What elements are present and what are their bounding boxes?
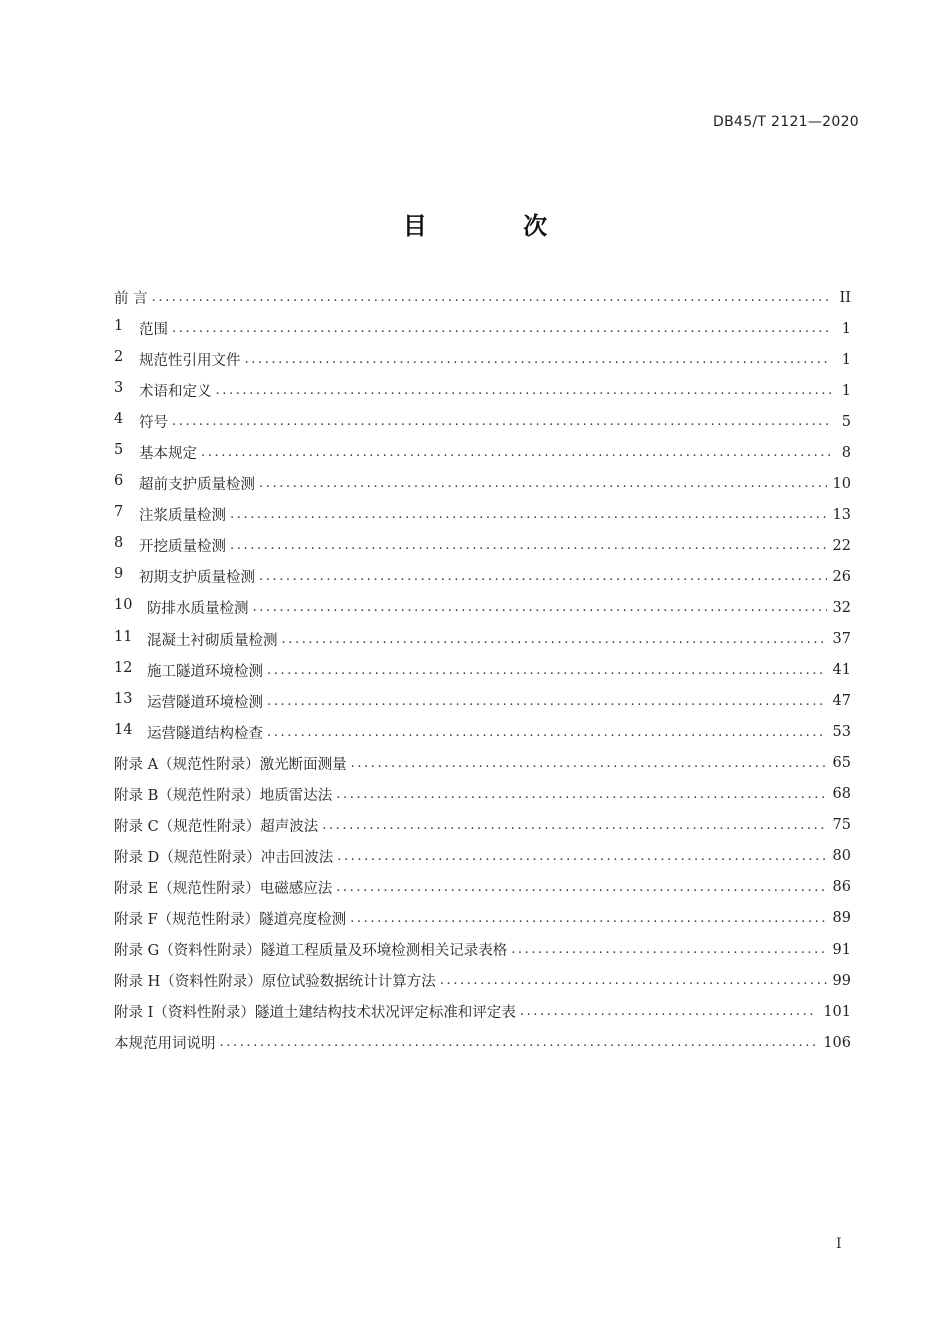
toc-entry-5[interactable] <box>114 437 851 468</box>
toc-entry-title: 前 言 <box>114 291 148 308</box>
toc-entry-page: 47 <box>832 693 851 710</box>
toc-leader-dots <box>245 352 832 367</box>
toc-entry-title: 开挖质量检测 <box>139 539 226 556</box>
toc-entry-title: 施工隧道环境检测 <box>147 663 263 680</box>
toc-leader-dots <box>351 756 827 771</box>
toc-entry-number: 4 <box>114 411 124 428</box>
toc-entry-title: 范围 <box>139 322 168 339</box>
toc-entry-appendix-d[interactable] <box>114 841 851 872</box>
toc-leader-dots <box>220 1035 818 1050</box>
toc-entry-9[interactable] <box>114 561 851 592</box>
toc-entry-page: 89 <box>832 910 851 927</box>
toc-leader-dots <box>267 663 827 678</box>
toc-leader-dots <box>350 911 826 926</box>
toc-leader-dots <box>230 507 827 522</box>
table-of-contents <box>114 282 851 1058</box>
toc-entry-page: 99 <box>832 972 851 989</box>
toc-entry-title: 附录 A（规范性附录）激光断面测量 <box>114 756 347 773</box>
toc-leader-dots <box>201 445 831 460</box>
toc-entry-1[interactable] <box>114 313 851 344</box>
toc-entry-page: II <box>839 289 851 306</box>
toc-entry-title: 防排水质量检测 <box>147 601 249 618</box>
toc-entry-appendix-h[interactable] <box>114 965 851 996</box>
toc-entry-page: 8 <box>841 444 851 461</box>
toc-leader-dots <box>267 694 827 709</box>
toc-leader-dots <box>336 787 826 802</box>
toc-entry-number: 10 <box>114 597 133 614</box>
toc-entry-title: 附录 G（资料性附录）隧道工程质量及环境检测相关记录表格 <box>114 943 508 959</box>
toc-entry-title: 附录 F（规范性附录）隧道亮度检测 <box>114 911 347 928</box>
toc-entry-page: 32 <box>832 599 851 616</box>
toc-entry-title: 附录 E（规范性附录）电磁感应法 <box>114 880 333 897</box>
toc-entry-12[interactable] <box>114 655 851 686</box>
toc-entry-title: 附录 C（规范性附录）超声波法 <box>114 818 319 835</box>
toc-entry-number: 5 <box>114 442 124 459</box>
toc-entry-number: 1 <box>114 318 124 335</box>
toc-entry-7[interactable] <box>114 499 851 530</box>
toc-entry-title: 初期支护质量检测 <box>139 570 255 587</box>
toc-leader-dots <box>172 414 831 429</box>
toc-entry-appendix-f[interactable] <box>114 903 851 934</box>
toc-leader-dots <box>152 290 831 305</box>
toc-entry-number: 11 <box>114 628 133 645</box>
toc-entry-title: 运营隧道环境检测 <box>147 694 263 711</box>
toc-leader-dots <box>230 538 827 553</box>
toc-leader-dots <box>520 1004 817 1019</box>
toc-entry-page: 86 <box>832 879 851 896</box>
toc-entry-title: 附录 D（规范性附录）冲击回波法 <box>114 849 334 866</box>
toc-leader-dots <box>259 476 827 491</box>
toc-entry-page: 80 <box>832 848 851 865</box>
toc-entry-number: 8 <box>114 535 124 552</box>
toc-entry-page: 91 <box>832 941 851 958</box>
page-title: 目 次 <box>402 212 592 240</box>
toc-leader-dots <box>172 321 831 336</box>
toc-entry-terminology[interactable] <box>114 1027 851 1058</box>
toc-entry-page: 68 <box>832 786 851 803</box>
toc-leader-dots <box>337 849 826 864</box>
toc-entry-title: 运营隧道结构检查 <box>147 725 263 742</box>
toc-entry-13[interactable] <box>114 686 851 717</box>
toc-leader-dots <box>267 725 827 740</box>
toc-entry-page: 101 <box>823 1003 851 1020</box>
toc-entry-page: 41 <box>832 662 851 679</box>
toc-entry-number: 7 <box>114 504 124 521</box>
toc-entry-page: 65 <box>832 755 851 772</box>
toc-entry-number: 6 <box>114 473 124 490</box>
page-number: I <box>836 1236 842 1252</box>
toc-entry-page: 53 <box>832 724 851 741</box>
toc-entry-appendix-e[interactable] <box>114 872 851 903</box>
toc-entry-page: 37 <box>832 631 851 648</box>
toc-entry-title: 基本规定 <box>139 446 197 463</box>
toc-entry-appendix-c[interactable] <box>114 810 851 841</box>
document-code: DB45/T 2121—2020 <box>713 114 859 130</box>
toc-entry-number: 13 <box>114 690 133 707</box>
toc-entry-appendix-b[interactable] <box>114 779 851 810</box>
toc-entry-title: 符号 <box>139 415 168 432</box>
toc-entry-number: 2 <box>114 349 124 366</box>
toc-entry-number: 3 <box>114 380 124 397</box>
toc-entry-page: 1 <box>841 382 851 399</box>
toc-entry-number: 12 <box>114 659 133 676</box>
toc-entry-page: 106 <box>823 1034 851 1051</box>
toc-entry-title: 本规范用词说明 <box>114 1036 216 1053</box>
toc-entry-title: 规范性引用文件 <box>139 353 241 370</box>
toc-entry-number: 14 <box>114 721 133 738</box>
toc-entry-title: 附录 I（资料性附录）隧道土建结构技术状况评定标准和评定表 <box>114 1005 516 1022</box>
toc-leader-dots <box>440 973 827 988</box>
toc-entry-14[interactable] <box>114 717 851 748</box>
toc-leader-dots <box>336 880 826 895</box>
toc-entry-title: 注浆质量检测 <box>139 508 226 525</box>
toc-entry-title: 附录 B（规范性附录）地质雷达法 <box>114 787 333 804</box>
toc-entry-page: 5 <box>841 413 851 430</box>
toc-entry-2[interactable] <box>114 344 851 375</box>
toc-entry-title: 超前支护质量检测 <box>139 477 255 494</box>
toc-entry-appendix-g[interactable] <box>114 934 851 965</box>
toc-entry-title: 附录 H（资料性附录）原位试验数据统计计算方法 <box>114 974 436 991</box>
toc-leader-dots <box>216 383 832 398</box>
toc-entry-10[interactable] <box>114 592 851 623</box>
toc-leader-dots <box>282 632 827 647</box>
toc-entry-11[interactable] <box>114 624 851 655</box>
toc-leader-dots <box>253 600 827 615</box>
toc-entry-6[interactable] <box>114 468 851 499</box>
toc-leader-dots <box>511 942 826 957</box>
toc-entry-page: 1 <box>841 320 851 337</box>
toc-entry-4[interactable] <box>114 406 851 437</box>
toc-entry-page: 75 <box>832 817 851 834</box>
toc-entry-appendix-i[interactable] <box>114 996 851 1027</box>
toc-entry-8[interactable] <box>114 530 851 561</box>
toc-entry-page: 10 <box>832 475 851 492</box>
toc-entry-title: 混凝土衬砌质量检测 <box>147 632 278 649</box>
toc-leader-dots <box>259 569 827 584</box>
toc-entry-appendix-a[interactable] <box>114 748 851 779</box>
toc-entry-number: 9 <box>114 566 124 583</box>
toc-entry-3[interactable] <box>114 375 851 406</box>
toc-leader-dots <box>322 818 826 833</box>
toc-entry-page: 26 <box>832 568 851 585</box>
toc-entry-page: 1 <box>841 351 851 368</box>
toc-entry-foreword[interactable] <box>114 282 851 313</box>
toc-entry-page: 22 <box>832 537 851 554</box>
toc-entry-page: 13 <box>832 506 851 523</box>
toc-entry-title: 术语和定义 <box>139 384 212 401</box>
